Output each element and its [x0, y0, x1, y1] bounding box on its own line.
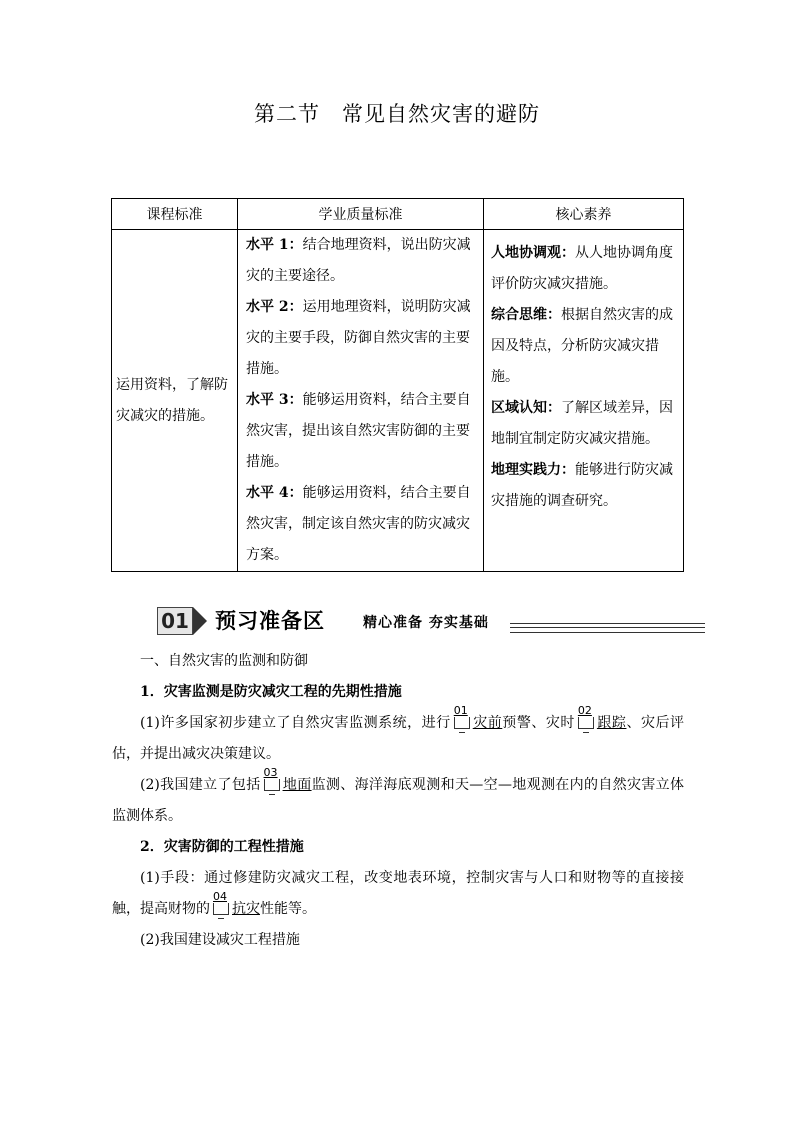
heading-2: 1．灾害监测是防灾减灾工程的先期性措施 — [140, 684, 402, 700]
section-banner — [155, 605, 705, 637]
core-literacy-item: 人地协调观：从人地协调角度评价防灾减灾措施。 — [491, 245, 673, 292]
quality-level-3: 水平 3：能够运用资料，结合主要自然灾害，提出该自然灾害防御的主要措施。 — [246, 392, 471, 470]
answer-blank: 抗灾 — [232, 901, 260, 917]
standards-table — [111, 198, 684, 572]
core-literacy-item: 区域认知：了解区域差异，因地制宜制定防灾减灾措施。 — [491, 400, 673, 447]
heading-1: 一、自然灾害的监测和防御 — [140, 653, 308, 669]
page-title — [0, 98, 794, 128]
table-header-row — [112, 199, 684, 230]
answer-marker-icon: 04 — [211, 900, 231, 914]
table-row — [112, 230, 684, 572]
heading-2: 2．灾害防御的工程性措施 — [140, 839, 304, 855]
paragraph: (1)许多国家初步建立了自然灾害监测系统，进行 01 灾前预警、灾时 02 跟踪、灾后评估，并提出减灾决策建议。 — [112, 704, 685, 762]
answer-blank: 地面 — [282, 777, 312, 793]
section-banner-subtitle: 精心准备 夯实基础 — [363, 615, 489, 631]
triangle-icon — [193, 607, 207, 635]
quality-level-1: 水平 1：结合地理资料，说出防灾减灾的主要途径。 — [246, 237, 471, 284]
quality-level-4: 水平 4：能够运用资料，结合主要自然灾害，制定该自然灾害的防灾减灾方案。 — [246, 485, 471, 563]
quality-standard-cell — [238, 230, 484, 572]
course-standard-cell: 运用资料，了解防灾减灾的措施。 — [112, 230, 238, 572]
header-core-literacy: 核心素养 — [484, 199, 684, 230]
section-banner-title: 预习准备区 — [215, 609, 325, 633]
section-title: 常见自然灾害的避防 — [342, 102, 540, 126]
answer-blank: 灾前 — [472, 715, 503, 731]
paragraph: (2)我国建立了包括 03 地面监测、海洋海底观测和天—空—地观测在内的自然灾害立体监测体系。 — [112, 766, 685, 824]
answer-marker-icon: 01 — [452, 714, 472, 728]
core-literacy-item: 地理实践力：能够进行防灾减灾措施的调查研究。 — [491, 462, 673, 509]
answer-marker-icon: 03 — [262, 776, 282, 790]
quality-level-2: 水平 2：运用地理资料，说明防灾减灾的主要手段，防御自然灾害的主要措施。 — [246, 299, 471, 377]
paragraph: (1)手段：通过修建防灾减灾工程，改变地表环境，控制灾害与人口和财物等的直接接触，提高财物的 04 抗灾性能等。 — [112, 870, 684, 917]
section-number: 01 — [157, 607, 193, 635]
content-body — [112, 646, 684, 956]
section-label: 第二节 — [254, 102, 320, 126]
banner-rule-lines — [510, 623, 705, 633]
header-quality-standard: 学业质量标准 — [238, 199, 484, 230]
core-literacy-item: 综合思维：根据自然灾害的成因及特点，分析防灾减灾措施。 — [491, 307, 673, 385]
core-literacy-cell — [484, 230, 684, 572]
answer-marker-icon: 02 — [576, 714, 596, 728]
answer-blank: 跟踪 — [596, 715, 627, 731]
paragraph: (2)我国建设减灾工程措施 — [140, 932, 300, 948]
header-course-standard: 课程标准 — [112, 199, 238, 230]
